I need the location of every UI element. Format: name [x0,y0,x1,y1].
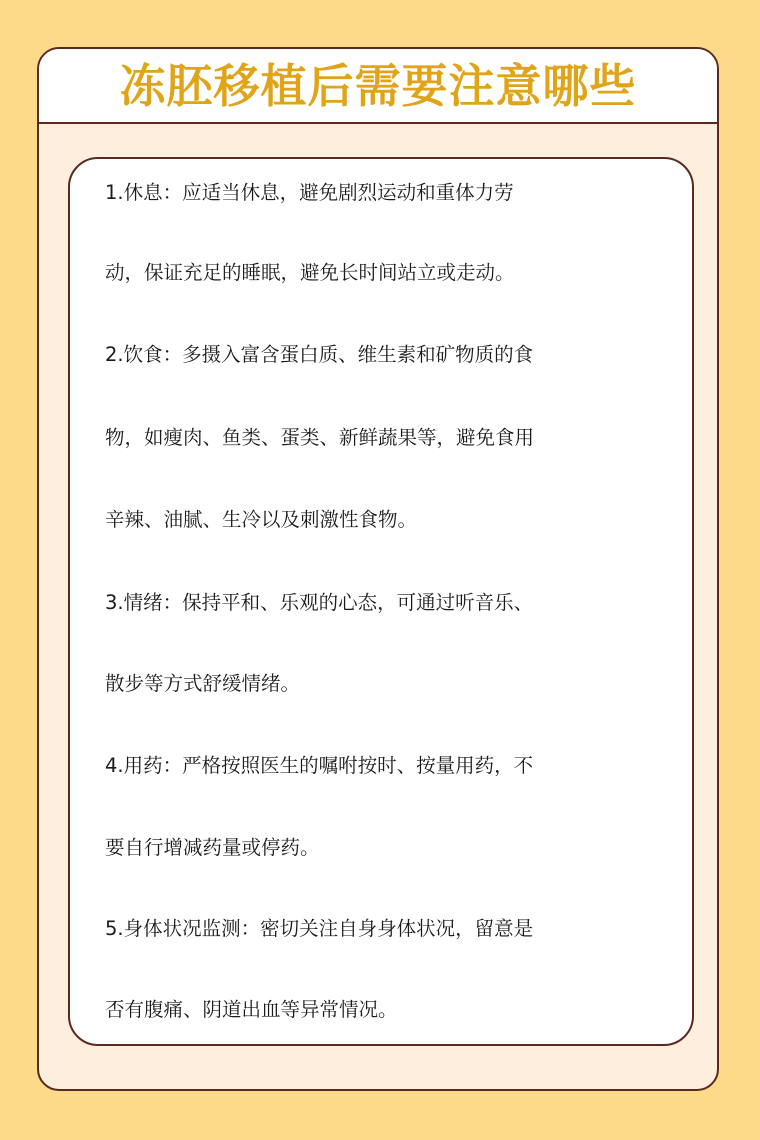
text-line: 散步等方式舒缓情绪。 [105,672,301,695]
text-line: 物，如瘦肉、鱼类、蛋类、新鲜蔬果等，避免食用 [105,426,535,449]
text-line: 要自行增减药量或停药。 [105,836,320,859]
text-line: 3.情绪：保持平和、乐观的心态，可通过听音乐、 [105,591,534,614]
text-line: 动，保证充足的睡眠，避免长时间站立或走动。 [105,261,515,284]
title-band [39,49,717,124]
text-line: 5.身体状况监测：密切关注自身身体状况，留意是 [105,917,534,940]
text-line: 辛辣、油腻、生冷以及刺激性食物。 [105,508,418,531]
text-line: 2.饮食：多摄入富含蛋白质、维生素和矿物质的食 [105,343,534,366]
text-line: 4.用药：严格按照医生的嘱咐按时、按量用药，不 [105,754,534,777]
text-line: 否有腹痛、阴道出血等异常情况。 [105,998,398,1021]
text-line: 1.休息：应适当休息，避免剧烈运动和重体力劳 [105,181,514,204]
page-title: 冻胚移植后需要注意哪些 [119,58,637,113]
